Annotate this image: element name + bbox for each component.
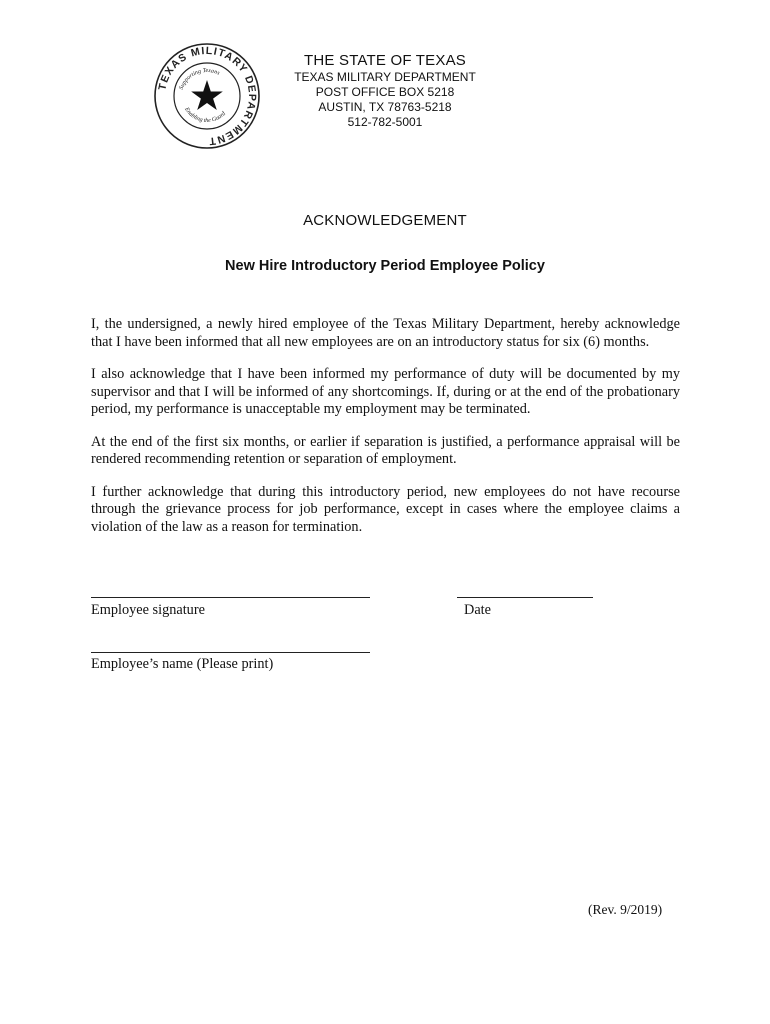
paragraph-grievance: I further acknowledge that during this introductory period, new employees do not have recourse through the grievance process for job performance, except in cases where the employee claims a violation of the law as a reason for termination. bbox=[91, 483, 680, 535]
seal-outer-text: TEXAS MILITARY DEPARTMENT bbox=[156, 44, 259, 148]
seal-inner-bottom-text: Enabling the Guard bbox=[183, 106, 228, 125]
date-line[interactable] bbox=[457, 597, 593, 598]
texas-military-department-seal bbox=[153, 42, 261, 150]
star-icon bbox=[191, 80, 223, 110]
phone-number: 512-782-5001 bbox=[347, 115, 423, 129]
seal-inner-top-text: Supporting Texans bbox=[178, 67, 221, 91]
svg-text:Enabling the Guard bbox=[183, 106, 228, 124]
paragraph-appraisal: At the end of the first six months, or earlier if separation is justified, a performance appraisal will be rendered recommending retention or separation of employment. bbox=[91, 433, 680, 467]
revision-date: (Rev. 9/2019) bbox=[588, 902, 663, 917]
employee-name-line[interactable] bbox=[91, 652, 370, 653]
paragraph-performance: I also acknowledge that I have been informed my performance of duty will be documented by my supervisor and that I will be informed of any shortcomings. If, during or at the end of the probationary period, my performance is unacceptable my employment may be terminated. bbox=[91, 366, 680, 417]
paragraph-acknowledgement: I, the undersigned, a newly hired employee of the Texas Military Department, hereby acknowledge that I have been informed that all new employees are on an introductory status for six (6) months. bbox=[91, 316, 680, 350]
employee-name-label: Employee’s name (Please print) bbox=[91, 656, 274, 672]
document-title: ACKNOWLEDGEMENT bbox=[303, 212, 467, 229]
date-label: Date bbox=[464, 602, 491, 618]
employee-signature-line[interactable] bbox=[91, 597, 370, 598]
state-name: THE STATE OF TEXAS bbox=[304, 52, 466, 69]
po-box: POST OFFICE BOX 5218 bbox=[315, 85, 455, 99]
document-body bbox=[91, 316, 680, 551]
city-state-zip: AUSTIN, TX 78763-5218 bbox=[318, 100, 452, 114]
document-subtitle: New Hire Introductory Period Employee Policy bbox=[225, 258, 545, 274]
letterhead bbox=[270, 52, 500, 130]
employee-signature-label: Employee signature bbox=[91, 602, 205, 618]
department-name: TEXAS MILITARY DEPARTMENT bbox=[294, 70, 476, 84]
